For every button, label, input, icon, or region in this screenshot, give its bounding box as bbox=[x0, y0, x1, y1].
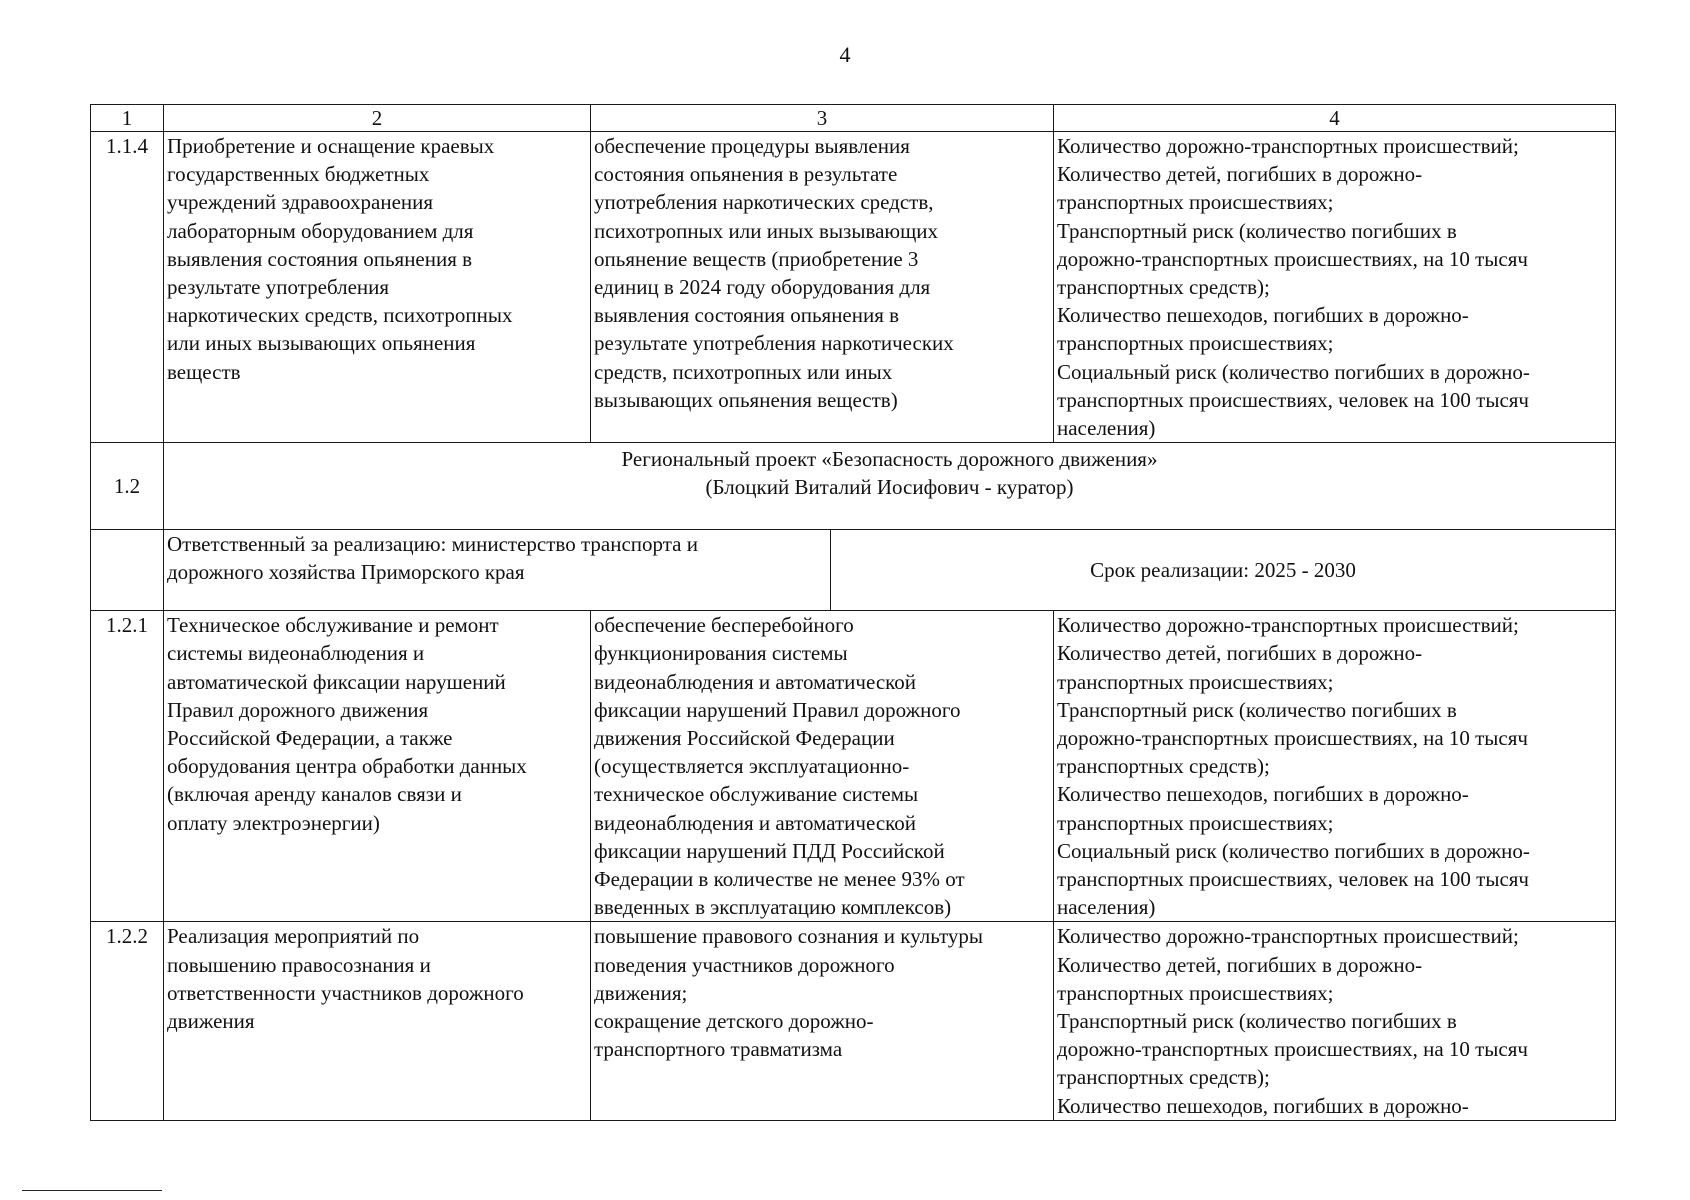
text-line: транспортных средств); bbox=[1057, 275, 1270, 300]
project-title-cell bbox=[164, 443, 1616, 530]
text-line: Транспортный риск (количество погибших в bbox=[1057, 697, 1457, 722]
table-row bbox=[91, 922, 1616, 1120]
text-line: оплату электроэнергии) bbox=[167, 810, 380, 835]
text-line: системы видеонаблюдения и bbox=[167, 641, 425, 666]
project-row bbox=[91, 443, 1616, 530]
text-line: единиц в 2024 году оборудования для bbox=[594, 275, 931, 300]
text-line: видеонаблюдения и автоматической bbox=[594, 669, 917, 694]
footnote-divider bbox=[22, 1190, 162, 1191]
page-number: 4 bbox=[839, 42, 851, 67]
text-line: результате употребления наркотических bbox=[594, 331, 954, 356]
table-row bbox=[91, 132, 1616, 443]
text-line: повышение правового сознания и культуры bbox=[594, 924, 984, 949]
header-col-1: 1 bbox=[91, 105, 164, 132]
text-line: выявления состояния опьянения в bbox=[167, 246, 473, 271]
text-line: движения; bbox=[594, 980, 688, 1005]
header-col-3: 3 bbox=[591, 105, 1054, 132]
text-line: обеспечение процедуры выявления bbox=[594, 134, 910, 158]
text-line: Количество дорожно-транспортных происшествий; bbox=[1057, 924, 1519, 949]
text-line: транспортных происшествиях, человек на 100 тысяч bbox=[1057, 867, 1529, 892]
measure-name-cell bbox=[164, 922, 591, 1120]
text-line: дорожно-транспортных происшествиях, на 10 тысяч bbox=[1057, 246, 1528, 271]
indicators-cell bbox=[1054, 132, 1616, 443]
text-line: поведения участников дорожного bbox=[594, 952, 895, 977]
text-line: Количество пешеходов, погибших в дорожно- bbox=[1057, 782, 1469, 807]
indicators-cell bbox=[1054, 611, 1616, 922]
text-line: фиксации нарушений Правил дорожного bbox=[594, 697, 961, 722]
text-line: сокращение детского дорожно- bbox=[594, 1009, 874, 1034]
text-line: опьянение веществ (приобретение 3 bbox=[594, 246, 919, 271]
text-line: транспортных происшествиях; bbox=[1057, 331, 1334, 356]
text-line: техническое обслуживание системы bbox=[594, 782, 919, 807]
text-line: транспортных средств); bbox=[1057, 754, 1270, 779]
text-line: ответственности участников дорожного bbox=[167, 980, 524, 1005]
project-title: Региональный проект «Безопасность дорожного движения» bbox=[621, 447, 1158, 472]
text-line: автоматической фиксации нарушений bbox=[167, 669, 506, 694]
text-line: транспортных происшествиях; bbox=[1057, 190, 1334, 215]
text-line: дорожно-транспортных происшествиях, на 10 тысяч bbox=[1057, 726, 1528, 751]
text-line: функционирования системы bbox=[594, 641, 848, 666]
indicators-cell bbox=[1054, 922, 1616, 1120]
text-line: населения) bbox=[1057, 895, 1156, 920]
text-line: фиксации нарушений ПДД Российской bbox=[594, 838, 945, 863]
text-line: вызывающих опьянения веществ) bbox=[594, 387, 898, 412]
empty-cell bbox=[91, 530, 164, 611]
text-line: психотропных или иных вызывающих bbox=[594, 218, 939, 243]
text-line: дорожно-транспортных происшествиях, на 10 тысяч bbox=[1057, 1037, 1528, 1062]
text-line: или иных вызывающих опьянения bbox=[167, 331, 476, 356]
project-details-row bbox=[91, 530, 1616, 611]
text-line: транспортных происшествиях; bbox=[1057, 980, 1334, 1005]
text-line: Количество дорожно-транспортных происшествий; bbox=[1057, 613, 1519, 638]
text-line: оборудования центра обработки данных bbox=[167, 754, 527, 779]
text-line: видеонаблюдения и автоматической bbox=[594, 810, 917, 835]
text-line: Количество детей, погибших в дорожно- bbox=[1057, 641, 1423, 666]
row-number: 1.1.4 bbox=[91, 132, 164, 443]
text-line: выявления состояния опьянения в bbox=[594, 303, 900, 328]
text-line: введенных в эксплуатацию комплексов) bbox=[594, 895, 952, 920]
project-number: 1.2 bbox=[91, 443, 164, 530]
text-line: веществ bbox=[167, 359, 241, 384]
text-line: состояния опьянения в результате bbox=[594, 162, 898, 187]
row-number: 1.2.2 bbox=[91, 922, 164, 1120]
text-line: Количество детей, погибших в дорожно- bbox=[1057, 162, 1423, 187]
header-col-4: 4 bbox=[1054, 105, 1616, 132]
text-line: Российской Федерации, а также bbox=[167, 726, 453, 751]
project-curator: (Блоцкий Виталий Иосифович - куратор) bbox=[705, 475, 1074, 500]
header-col-2: 2 bbox=[164, 105, 591, 132]
text-line: результате употребления bbox=[167, 275, 390, 300]
text-line: транспортных происшествиях, человек на 100 тысяч bbox=[1057, 387, 1529, 412]
text-line: повышению правосознания и bbox=[167, 952, 431, 977]
measure-name-cell bbox=[164, 611, 591, 922]
responsible-cell bbox=[164, 530, 831, 611]
row-number: 1.2.1 bbox=[91, 611, 164, 922]
implementation-term: Срок реализации: 2025 - 2030 bbox=[831, 530, 1616, 611]
text-line: Приобретение и оснащение краевых bbox=[167, 134, 495, 158]
text-line: (включая аренду каналов связи и bbox=[167, 782, 462, 807]
text-line: Федерации в количестве не менее 93% от bbox=[594, 867, 965, 892]
text-line: движения Российской Федерации bbox=[594, 726, 895, 751]
responsible-text: дорожного хозяйства Приморского края bbox=[167, 560, 525, 585]
table-row bbox=[91, 611, 1616, 922]
text-line: учреждений здравоохранения bbox=[167, 190, 434, 215]
responsible-text: Ответственный за реализацию: министерство транспорта и bbox=[167, 532, 698, 557]
text-line: (осуществляется эксплуатационно- bbox=[594, 754, 910, 779]
text-line: транспортных происшествиях; bbox=[1057, 810, 1334, 835]
measure-result-cell bbox=[591, 611, 1054, 922]
measures-table bbox=[90, 104, 1616, 1121]
text-line: движения bbox=[167, 1009, 255, 1034]
text-line: транспортных происшествиях; bbox=[1057, 669, 1334, 694]
measure-name-cell bbox=[164, 132, 591, 443]
text-line: Техническое обслуживание и ремонт bbox=[167, 613, 499, 638]
text-line: обеспечение бесперебойного bbox=[594, 613, 854, 638]
text-line: Социальный риск (количество погибших в дорожно- bbox=[1057, 359, 1530, 384]
text-line: Транспортный риск (количество погибших в bbox=[1057, 218, 1457, 243]
text-line: наркотических средств, психотропных bbox=[167, 303, 513, 328]
text-line: средств, психотропных или иных bbox=[594, 359, 893, 384]
text-line: употребления наркотических средств, bbox=[594, 190, 934, 215]
text-line: Количество пешеходов, погибших в дорожно- bbox=[1057, 1093, 1469, 1118]
text-line: Количество дорожно-транспортных происшествий; bbox=[1057, 134, 1519, 158]
measure-result-cell bbox=[591, 132, 1054, 443]
text-line: населения) bbox=[1057, 416, 1156, 441]
text-line: транспортного травматизма bbox=[594, 1037, 843, 1062]
text-line: государственных бюджетных bbox=[167, 162, 430, 187]
text-line: транспортных средств); bbox=[1057, 1065, 1270, 1090]
text-line: Правил дорожного движения bbox=[167, 697, 429, 722]
text-line: Количество детей, погибших в дорожно- bbox=[1057, 952, 1423, 977]
measure-result-cell bbox=[591, 922, 1054, 1120]
text-line: Реализация мероприятий по bbox=[167, 924, 420, 949]
text-line: Социальный риск (количество погибших в дорожно- bbox=[1057, 838, 1530, 863]
header-row bbox=[91, 105, 1616, 132]
text-line: Количество пешеходов, погибших в дорожно- bbox=[1057, 303, 1469, 328]
text-line: Транспортный риск (количество погибших в bbox=[1057, 1009, 1457, 1034]
text-line: лабораторным оборудованием для bbox=[167, 218, 474, 243]
